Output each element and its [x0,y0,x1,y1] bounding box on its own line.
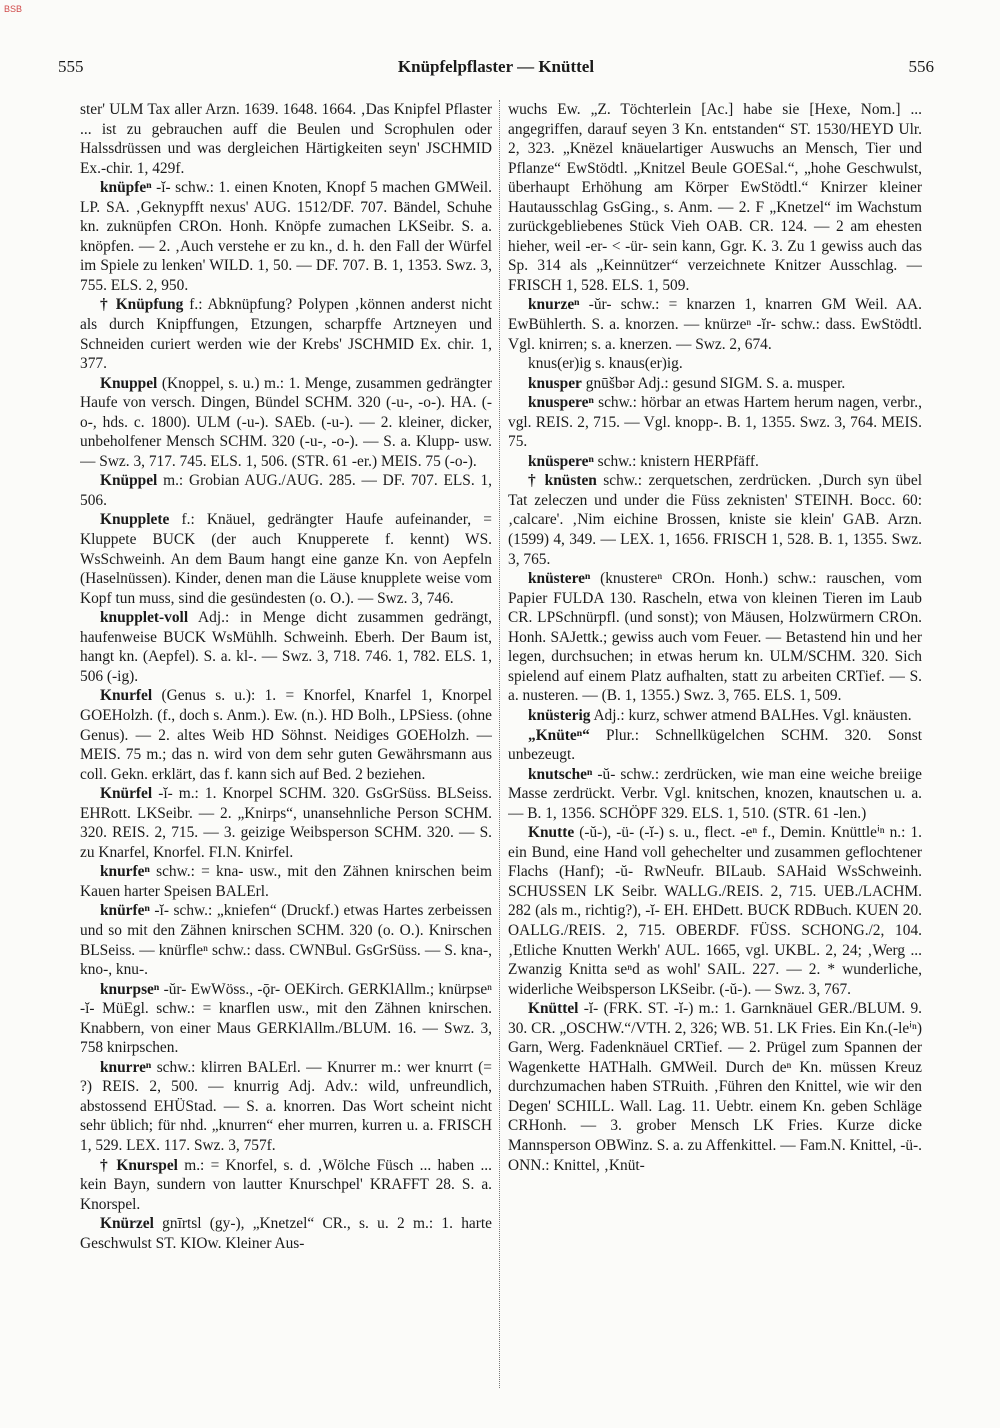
entry-text: Plur.: Schnellkügelchen SCHM. 320. Sonst unbezeugt. [508,726,922,764]
entry-headword: Knutte [528,824,575,842]
dictionary-entry [508,354,922,374]
entry-headword: „Knüteⁿ“ [528,726,590,744]
dictionary-entry [80,1156,492,1215]
entry-text: schw.: klirren BALErl. — Knurrer m.: wer knurrt (= ?) REIS. 2, 500. — knurrig Adj. Adv.: wild, unfreundlich, abstossend EHÜStad. — S. a. knorren. Das Wort scheint nicht sehr üblich; für nhd. „knurren“ eher murren, kurren u. a. FRISCH 1, 529. LEX. 117. Swz. 3, 757f. [80,1058,492,1154]
entry-text: -ŭ- schw.: zerdrücken, wie man eine weiche breiige Masse zerdrückt. Verbr. Vgl. knitschen, knozen, knautschen u. a. — B. 1, 1356. SCHÖPF 329. ELS. 1, 510. (STR. 61 -len.) [508,765,922,822]
dictionary-entry [80,1058,492,1156]
dictionary-entry [508,100,922,295]
entry-headword: Knürzel [100,1215,154,1233]
page-number-left: 555 [58,57,84,76]
left-column [80,100,492,1388]
entry-text: gnūšbər Adj.: gesund SIGM. S. a. musper. [585,374,846,392]
entry-headword: knüpfeⁿ [100,179,152,197]
library-stamp: BSB [4,4,23,14]
dictionary-entry [80,178,492,295]
entry-headword: knuspereⁿ [528,394,594,412]
entry-text: -ŭr- EwWöss., -ǭr- OEKirch. GERKlAllm.; knürpseⁿ -ĭ- MüEgl. schw.: = knarflen usw., mit den Zähnen knirschen. Knabbern, von einer Maus GERKlAllm./BLUM. 16. — Swz. 3, 758 knirpschen. [80,980,492,1057]
entry-text: -ŭr- schw.: = knarzen 1, knarren GM Weil. AA. EwBühlerth. S. a. knorzen. — knürzeⁿ -ĭr- schw.: dass. EwStödtl. Vgl. knirren; s. a. knerzen. — Swz. 2, 674. [508,296,922,353]
entry-text: gnīrtsl (gy-), „Knetzel“ CR., s. u. 2 m.: 1. harte Geschwulst ST. KIOw. Kleiner Aus- [80,1215,492,1252]
entry-text: wuchs Ew. „Z. Töchterlein [Ac.] habe sie [Hexe, Nom.] ... angegriffen, darauf seyen 3 Kn. entstanden“ ST. 1530/HEYD Ulr. 2, 323. „Knëzel knäuelartiger Auswuchs an Mensch, Tier und Pflanze“ EwStödtl. „Knitzel Beule GOESal.“, „hohe Geschwulst, überhaupt Erhöhung am Körper EwStödtl.“ Knirzer kleiner Hautausschlag GsGing., s. Anm. — 2. F „Knetzel“ im Wachstum zurückgebliebenes Stück Vieh OAB. CR. 124. — 2 am ehesten hieher, weil -er- < -ür- sein kann, Ggr. K. 3. Zu 1 gewiss auch das Sp. 314 als „Keinnützer“ verzeichnete Knitzer Ausschlag. — FRISCH 1, 528. ELS. 1, 509. [508,101,922,294]
entry-text: schw.: zerquetschen, zerdrücken. ‚Durch syn übel Tat zeleczen und under die Füss zeknisten' STEINH. Bocc. 60: ‚calcare'. ‚Nim eichine Brossen, kniste sie klein' GAB. Arzn. (1599) 4, 349. — LEX. 1, 1656. FRISCH 1, 528. B. 1, 1355. Swz. 3, 765. [508,472,922,568]
entry-text: -ĭ- schw.: 1. einen Knoten, Knopf 5 machen GMWeil. LP. SA. ‚Geknypfft nexus' AUG. 1512/DF. 707. Bändel, Schuhe kn. zuknüpfen CROn. Honh. Knöpfe zumachen LKSeibr. S. a. knöpfen. — 2. ‚Auch verstehe er zu kn., d. h. den Fall der Würfel im Spiele zu lenken' WILD. 1, 50. — DF. 707. B. 1, 1353. Swz. 3, 755. ELS. 2, 950. [80,179,492,294]
dictionary-entry [508,999,922,1175]
entry-text: (-ŭ-), -ü- (-ĭ-) s. u., flect. -eⁿ f., Demin. Knüttleⁱⁿ n.: 1. ein Bund, eine Hand voll gehechelter und zusammen geflochtener Flachs (Hanf); -ŭ- RwNeufr. BILaub. SAHaid WsSchweinh. SCHUSSEN LK Seibr. WALLG./REIS. 2, 715. UEB./LACHM. 282 (als m., richtig?), -ĭ- EH. EHDett. BUCK RDBuch. KUEN 20. OALLG./REIS. 2, 715. OBERDF. FÜSS. SCHONG./2, 104. ‚Etliche Knutten Werkh' AUL. 1665, vgl. UKBL. 2, 24; ‚Werg ... Zwanzig Knitta seⁿd as wohl' SAIL. 227. — 2. * wunderliche, widerliche Weibsperson LKSeibr. (-ŭ-). — Swz. 3, 767. [508,824,922,998]
entry-text: m.: = Knorfel, s. d. ‚Wölche Füsch ... haben ... kein Bayn, sundern von lautter Knurschpel' KRAFFT 28. S. a. Knorspel. [80,1156,492,1213]
entry-headword: † Knurspel [100,1156,178,1174]
entry-text: -ĭ- (FRK. ST. -ĭ-) m.: 1. Garnknäuel GER./BLUM. 9. 30. CR. „OSCHW.“/VTH. 2, 326; WB. 51. LK Fries. Ein Kn.(-leⁱⁿ) Garn, Werg. Fadenknäuel CRTief. — 2. Prügel zum Spannen der Wagenkette HATHalh. GMWeil. Durch deⁿ Kn. müssen Kreuz durchzumachen haben STRuith. ‚Führen den Knittel, wie wir den Degen' SCHILL. Wall. Lag. 11. Uebtr. einem Kn. geben Schläge CRHonh. — 3. grober Mensch LK Fries. Kurze dicke Mannsperson OBWinz. S. a. zu Affenkittel. — Fam.N. Knittel, -ü-. ONN.: Knittel, ‚Knüt- [508,1000,922,1174]
entry-text: schw.: = kna- usw., mit den Zähnen knirschen beim Kauen harter Speisen BALErl. [80,863,492,900]
entry-headword: Knupplete [100,511,170,529]
entry-headword: Knurfel [100,687,153,705]
entry-headword: knurpseⁿ [100,980,160,998]
entry-text: f.: Knäuel, gedrängter Haufe aufeinander, = Kluppete BUCK (der auch Knupperete f. kennt) WS. WsSchweinh. An dem Baum hangt eine ganze Kn. von Aepfeln (Haselnüssen). Kinder, denen man die Läuse knupplete weise vom Kopf tun muss, sind die gesündesten (o. O.). — Swz. 3, 746. [80,511,492,607]
dictionary-entry [80,1214,492,1253]
dictionary-entry [80,901,492,979]
entry-headword: knusper [528,374,582,392]
dictionary-entry [508,295,922,354]
entry-text: f.: Abknüpfung? Polypen ‚können anderst nicht als durch Knipffungen, Etzungen, scharpffe Artzneyen und Schneiden curiert werden wie der Krebs' JSCHMID Ex. chir. 1, 377. [80,296,492,373]
entry-headword: knupplet-voll [100,609,189,627]
entry-headword: knutscheⁿ [528,765,593,783]
entry-text: schw.: hörbar an etwas Hartem herum nagen, verbr., vgl. REIS. 2, 715. — Vgl. knopp-. B. 1, 1355. Swz. 3, 764. MEIS. 75. [508,394,922,451]
entry-text: (Knoppel, s. u.) m.: 1. Menge, zusammen gedrängter Haufe von versch. Dingen, Bündel SCHM. 320 (-u-, -o-). HA. (-o-, hds. c. 1800). ULM (-u-). SAEb. (-u-). — 2. kleiner, dicker, unbeholfener Mensch SCHM. 320 (-u-, -o-). — S. a. Klupp- usw. — Swz. 3, 717. 745. ELS. 1, 506. (STR. 61 -er.) MEIS. 75 (-o-). [80,374,492,470]
entry-text: (Genus s. u.): 1. = Knorfel, Knarfel 1, Knorpel GOEHolzh. (f., doch s. Anm.). Ew. (n.). HD Bolh., LPSiess. (ohne Genus). — 2. altes Weib HD Söhnst. Neidiges GOEHolzh. — MEIS. 75 m.; das n. wird von dem sehr guten Gewährsmann aus coll. Gekn. erklärt, das f. kann sich auf Bed. 2 beziehen. [80,687,492,783]
page-header [58,57,934,79]
entry-text: ster' ULM Tax aller Arzn. 1639. 1648. 1664. ‚Das Knipfel Pflaster ... ist zu gebrauchen auff die Beulen und Scrophulen oder Halssdrüssen und was dergleichen Härtigkeiten seyn' JSCHMID Ex.-chir. 1, 429f. [80,101,492,177]
entry-text: schw.: knistern HERPfäff. [597,452,759,470]
entry-text: Adj.: in Menge dicht zusammen gedrängt, haufenweise BUCK WsMühlh. Schweinh. Eberh. Der Baum ist, hangt kn. (Aepfel). S. a. kl-. — Swz. 3, 718. 746. 1, 782. ELS. 1, 506 (-ig). [80,609,492,685]
entry-headword: knüstereⁿ [528,570,591,588]
entry-headword: knüspereⁿ [528,452,594,470]
dictionary-entry [80,510,492,608]
entry-text: knus(er)ig s. knaus(er)ig. [528,355,683,373]
entry-headword: Knuppel [100,374,158,392]
dictionary-entry [80,686,492,784]
entry-text: (knustereⁿ CROn. Honh.) schw.: rauschen, vom Papier FULDA 130. Rascheln, etwa von kleinen Tieren im Laub CR. LPSchnürpfl. (und sonst); von Mäusen, Holzwürmern CROn. Honh. SAJettk.; gewiss auch vom Feuer. — Betastend hin und her legen, durchsuchen; in etwas herum kn. ULM/SCHM. 320. Sich spielend auf einem Platz aufhalten, statt zu arbeiten CRTief. — S. a. nusteren. — (B. 1, 1355.) Swz. 3, 765. ELS. 1, 509. [508,570,922,705]
dictionary-entry [508,765,922,824]
page-number-right: 556 [908,57,934,76]
entry-text: -ĭ- m.: 1. Knorpel SCHM. 320. GsGrSüss. BLSeiss. EHRott. LKSeibr. — 2. „Knirps“, unansehnliche Person SCHM. 320. REIS. 2, 715. — 3. geizige Weibsperson SCHM. 320. — S. zu Knarfel, Knorfel. FI.N. Knirfel. [80,785,492,861]
dictionary-entry [80,100,492,178]
entry-headword: knurzeⁿ [528,296,580,314]
dictionary-entry [508,393,922,452]
dictionary-entry [80,374,492,472]
dictionary-entry [508,569,922,706]
dictionary-entry [508,823,922,999]
entry-headword: Knüppel [100,472,158,490]
dictionary-entry [508,726,922,765]
dictionary-entry [80,471,492,510]
entry-headword: Knüttel [528,1000,579,1018]
entry-text: Adj.: kurz, schwer atmend BALHes. Vgl. knäusten. [593,706,912,724]
dictionary-entry [80,608,492,686]
dictionary-entry [80,980,492,1058]
entry-headword: † Knüpfung [100,296,184,314]
dictionary-entry [508,471,922,569]
entry-text: m.: Grobian AUG./AUG. 285. — DF. 707. ELS. 1, 506. [80,472,492,509]
entry-headword: knürfeⁿ [100,902,150,920]
column-divider [499,100,500,1388]
dictionary-entry [508,706,922,726]
dictionary-entry [508,374,922,394]
running-title: Knüpfelpflaster — Knüttel [397,57,595,76]
dictionary-entry [508,452,922,472]
entry-headword: † knüsten [528,472,597,490]
dictionary-entry [80,295,492,373]
entry-headword: knurreⁿ [100,1058,152,1076]
entry-headword: Knürfel [100,785,153,803]
entry-text: -ĭ- schw.: „kniefen“ (Druckf.) etwas Hartes zerbeissen und so mit den Zähnen knirschen SCHM. 320 (o. O.). Knirschen BLSeiss. — knürfleⁿ schw.: dass. CWNBul. GsGrSüss. — S. kna-, kno-, knu-. [80,902,492,979]
dictionary-entry [80,784,492,862]
dictionary-entry [80,862,492,901]
entry-headword: knüsterig [528,706,591,724]
entry-headword: knurfeⁿ [100,863,150,881]
right-column [508,100,922,1388]
